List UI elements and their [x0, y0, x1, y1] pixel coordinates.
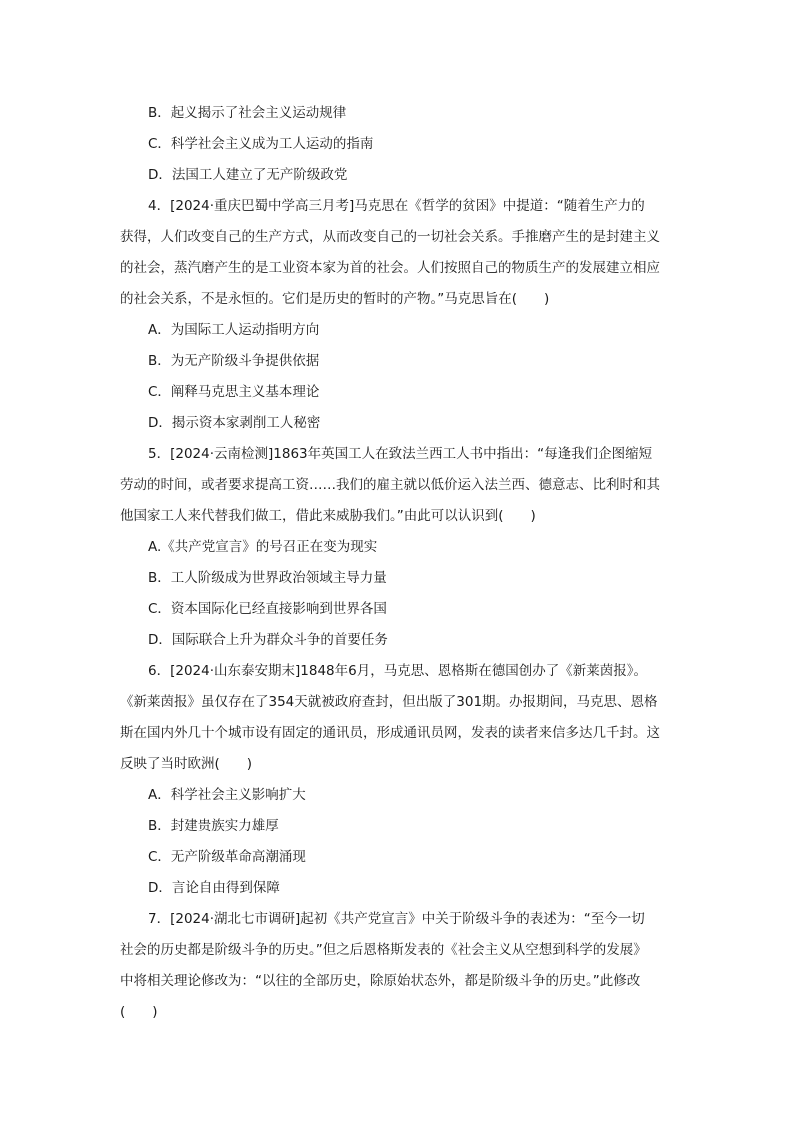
q4-option-c: C．阐释马克思主义基本理论 — [148, 384, 320, 400]
q3-option-c: C．科学社会主义成为工人运动的指南 — [148, 136, 374, 152]
q5-option-a: A.《共产党宣言》的号召正在变为现实 — [148, 539, 378, 555]
question-4 — [120, 191, 706, 439]
q6-option-d: D．言论自由得到保障 — [148, 880, 280, 896]
q6-stem — [120, 656, 706, 780]
q4-stem-line: 获得，人们改变自己的生产方式，从而改变自己的一切社会关系。手推磨产生的是封建主义 — [120, 229, 660, 245]
q5-stem-line: 他国家工人来代替我们做工，借此来威胁我们。”由此可以认识到( ) — [120, 508, 536, 524]
q7-stem — [120, 904, 706, 1028]
q6-stem-line: 反映了当时欧洲( ) — [120, 756, 253, 772]
question-3-options — [120, 98, 706, 191]
question-7 — [120, 904, 706, 1028]
q7-stem-line: 7．[2024·湖北七市调研]起初《共产党宣言》中关于阶级斗争的表述为：“至今一切 — [148, 911, 645, 927]
q4-option-b: B．为无产阶级斗争提供依据 — [148, 353, 320, 369]
question-5 — [120, 439, 706, 656]
q6-stem-line: 《新莱茵报》虽仅存在了354天就被政府查封，但出版了301期。办报期间，马克思、恩格 — [120, 694, 658, 710]
q7-stem-line: 中将相关理论修改为：“以往的全部历史，除原始状态外，都是阶级斗争的历史。”此修改 — [120, 973, 641, 989]
q4-stem — [120, 191, 706, 315]
q6-option-c: C．无产阶级革命高潮涌现 — [148, 849, 306, 865]
q4-option-d: D．揭示资本家剥削工人秘密 — [148, 415, 321, 431]
q6-stem-line: 斯在国内外几十个城市设有固定的通讯员，形成通讯员网，发表的读者来信多达几千封。这 — [120, 725, 660, 741]
q7-stem-line: ( ) — [120, 1004, 158, 1020]
q5-option-b: B．工人阶级成为世界政治领域主导力量 — [148, 570, 387, 586]
q6-option-a: A．科学社会主义影响扩大 — [148, 787, 306, 803]
q3-option-d: D．法国工人建立了无产阶级政党 — [148, 167, 348, 183]
q4-stem-line: 的社会关系，不是永恒的。它们是历史的暂时的产物。”马克思旨在( ) — [120, 291, 550, 307]
q4-stem-line: 的社会，蒸汽磨产生的是工业资本家为首的社会。人们按照自己的物质生产的发展建立相应 — [120, 260, 660, 276]
q5-stem-line: 5．[2024·云南检测]1863年英国工人在致法兰西工人书中指出：“每逢我们企图缩短 — [148, 446, 653, 462]
q6-option-b: B．封建贵族实力雄厚 — [148, 818, 279, 834]
q6-stem-line: 6．[2024·山东泰安期末]1848年6月，马克思、恩格斯在德国创办了《新莱茵报》。 — [148, 663, 647, 679]
q5-stem — [120, 439, 706, 532]
q5-option-c: C．资本国际化已经直接影响到世界各国 — [148, 601, 387, 617]
question-6 — [120, 656, 706, 904]
question-content — [120, 98, 706, 1028]
q5-stem-line: 劳动的时间，或者要求提高工资……我们的雇主就以低价运入法兰西、德意志、比利时和其 — [120, 477, 660, 493]
q7-stem-line: 社会的历史都是阶级斗争的历史。”但之后恩格斯发表的《社会主义从空想到科学的发展》 — [120, 942, 647, 958]
q4-option-a: A．为国际工人运动指明方向 — [148, 322, 320, 338]
q3-option-b: B．起义揭示了社会主义运动规律 — [148, 105, 347, 121]
q5-option-d: D．国际联合上升为群众斗争的首要任务 — [148, 632, 388, 648]
q4-stem-line: 4．[2024·重庆巴蜀中学高三月考]马克思在《哲学的贫困》中提道：“随着生产力的 — [148, 198, 645, 214]
